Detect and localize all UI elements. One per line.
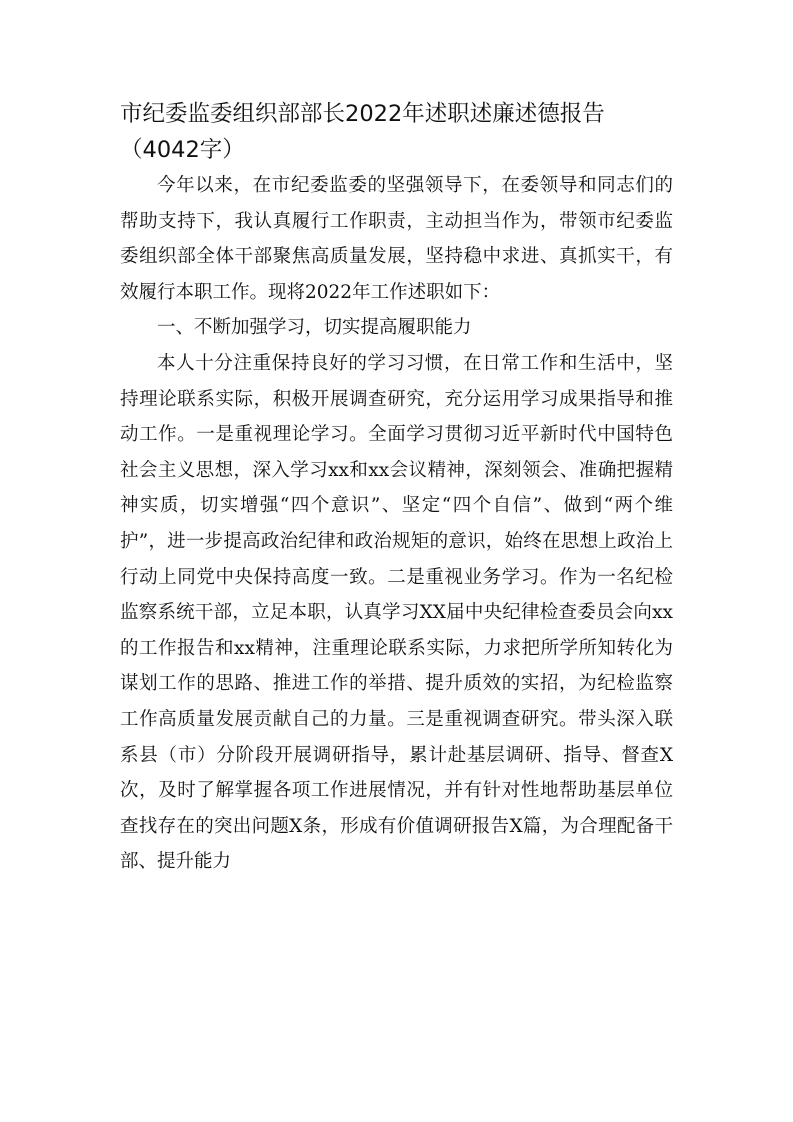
document-title: 市纪委监委组织部部长2022年述职述廉述德报告（4042字） xyxy=(120,101,605,163)
document-page xyxy=(120,96,673,880)
section-body-paragraph: 本人十分注重保持良好的学习习惯，在日常工作和生活中，坚持理论联系实际，积极开展调查研究，充分运用学习成果指导和推动工作。一是重视理论学习。全面学习贯彻习近平新时代中国特色社会主义思想，深入学习xx和xx会议精神，深刻领会、准确把握精神实质，切实增强“四个意识”、坚定“四个自信”、做到“两个维护”，进一步提高政治纪律和政治规矩的意识，始终在思想上政治上行动上同党中央保持高度一致。二是重视业务学习。作为一名纪检监察系统干部，立足本职，认真学习XX届中央纪律检查委员会向xx的工作报告和xx精神，注重理论联系实际，力求把所学所知转化为谋划工作的思路、推进工作的举措、提升质效的实招，为纪检监察工作高质量发展贡献自己的力量。三是重视调查研究。带头深入联系县（市）分阶段开展调研指导，累计赴基层调研、指导、督查X次，及时了解掌握各项工作进展情况，并有针对性地帮助基层单位查找存在的突出问题X条，形成有价值调研报告X篇，为合理配备干部、提升能力 xyxy=(120,352,673,873)
section-heading: 一、不断加强学习，切实提高履职能力 xyxy=(157,317,472,339)
intro-paragraph: 今年以来，在市纪委监委的坚强领导下，在委领导和同志们的帮助支持下，我认真履行工作职责，主动担当作为，带领市纪委监委组织部全体干部聚焦高质量发展，坚持稳中求进、真抓实干，有效履行本职工作。现将2022年工作述职如下： xyxy=(120,175,673,303)
